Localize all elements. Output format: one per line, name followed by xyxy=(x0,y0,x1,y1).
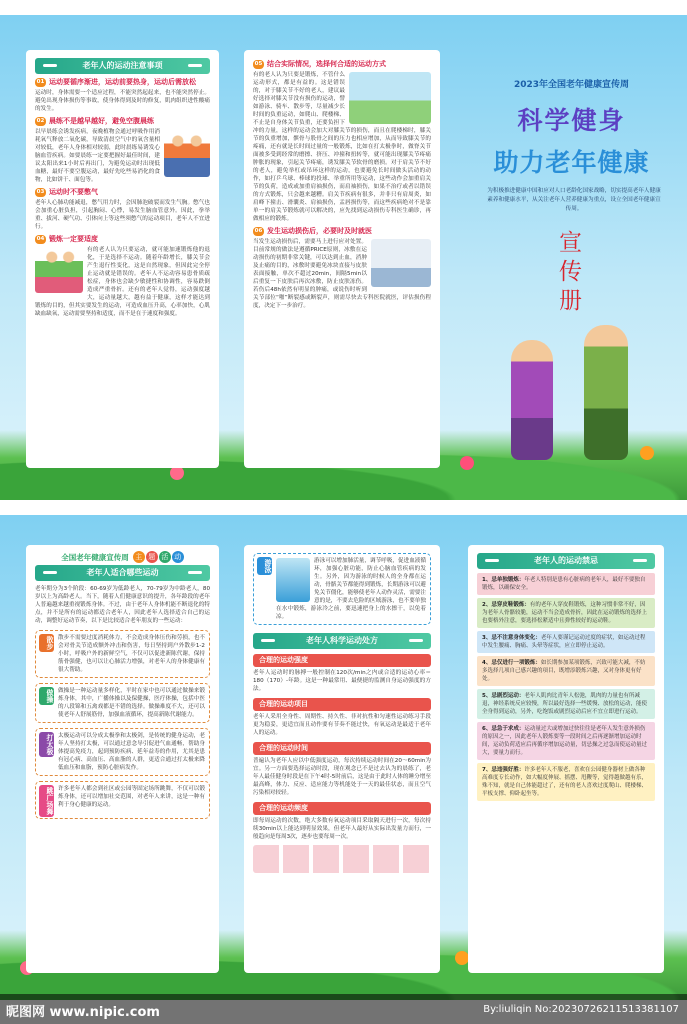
exercise-icons-strip xyxy=(253,845,431,873)
theme-badge-char: 动 xyxy=(172,551,184,563)
prescription-heading: 合理的运动时间 xyxy=(253,742,431,755)
taboo-item xyxy=(477,573,655,595)
prescription-body: 普遍认为老年人应以中低强度运动，每次持续运动时间在20～60min为宜。另一方面要选择运动时段，现在观念已不是过去认为的晨练了，老年人最佳健身时段是在下午4时-5时前后，这是由于此时人体的睡分增至最高峰，体力、反应、适应能力等机能处于一天的最佳状态，而且空气污染相对较轻。 xyxy=(253,758,431,796)
activity-body: 太极运动可以分成太极拳和太极剑，是传统的健身运动，老年人坚持打太极，可以通过意念导引促进气血通畅，帮助身体提高免疫力，起到预防疾病、延年益寿的作用，尤其是患有冠心病、高血压、高血脂的人群，更适合通过打太极来降低血压和血脂，预防心脏病发作。 xyxy=(58,733,205,771)
taboo-label: 3、忌不注意身体变化： xyxy=(482,635,541,641)
theme-badge-char: 活 xyxy=(159,551,171,563)
taboo-body: 许多老年人不服老，喜欢在公园健身器材上做各种高难度专长动作，如大幅度伸展、摇摆、甩鞭等，觉得越做越有乐，殊不知，就是自己体能超过了，还有的老人喜欢过度爬山、爬楼梯、平板支撑、仰卧起坐等。 xyxy=(482,767,648,797)
panel-title: 老年人的运动注意事项 xyxy=(35,58,210,74)
activity-swimming xyxy=(253,553,431,625)
activity-tag: 做操 xyxy=(39,687,54,705)
taboo-body: 运动量过大或增加过快往往是老年人发生意外损伤的原因之一，因此老年人锻炼要等一段时间之后再逐渐增加运动时间，运动负荷适应后再循序增加运动量，切忌操之过急而使运动量过大，要量力而行。 xyxy=(482,726,648,756)
section-heading xyxy=(253,227,431,236)
vertical-brochure-label: 宣传册 xyxy=(555,230,581,317)
panel-precautions xyxy=(26,50,219,468)
elderly-woman-running-illustration xyxy=(511,340,553,460)
section-heading xyxy=(35,78,210,87)
section-title: 结合实际情况，选择何合适的运动方式 xyxy=(267,60,386,68)
taboo-item xyxy=(477,656,655,686)
section-number: 06 xyxy=(254,228,263,234)
prescription-body: 老年人运动时的脉搏一般控制在120次/min之内或合适的运动心率＝180（170）-年龄。这是一种最常用、最便捷的监测自身运动强度的方法。 xyxy=(253,670,431,692)
brochure-front xyxy=(0,15,687,500)
section-body: 老年人心肺功能减退，憋气用力时，会因肺泡破裂而发生气胸。憋气也会加重心脏负担，引起胸闷、心悸，易发生脑血管意外。因此，拳举重、拔河、硬气功、引体向上等这些须憋气的运动项目，老年人不宜进行。 xyxy=(35,200,210,230)
event-title: 全国老年健康宣传周 xyxy=(61,552,129,562)
panel-title: 老年人的运动禁忌 xyxy=(477,553,655,569)
taboo-item xyxy=(477,598,655,628)
taboo-label: 5、忌剧烈运动： xyxy=(482,693,525,699)
section-body: 运动时，身体需要一个适应过程，不能突然起起来，也不能突然停止。避免出现身体损伤等事故，使身体得到及时的修复，肌肉组织进性酸痛的发生。 xyxy=(35,90,210,112)
activity-exercise xyxy=(35,683,210,723)
section-heading xyxy=(35,117,210,126)
section-number: 05 xyxy=(254,61,263,67)
panel-title: 老年人科学运动处方 xyxy=(253,633,431,649)
swimming-illustration xyxy=(276,558,310,602)
section-title: 发生运动损伤后，必要时及时就医 xyxy=(267,227,372,235)
panel-exercise-prescription xyxy=(244,545,440,973)
event-title: 2023年全国老年健康宣传周 xyxy=(513,80,630,90)
cover-title-line1: 科学健身 xyxy=(517,106,626,135)
activity-taichi xyxy=(35,728,210,776)
section-heading xyxy=(35,235,210,244)
elderly-couple-illustration xyxy=(35,247,83,293)
taboo-item xyxy=(477,689,655,719)
panel-title: 老年人适合哪些运动 xyxy=(35,565,210,581)
intro-text: 老年期分为3个阶段：60-69岁为低龄老人，70-79岁为中龄老人，80岁以上为高龄老人。当下，随着人们健康意识的提升，各年龄段的老年人普遍越来越重视锻炼身体。不过，由于老年人身体机能不断退化的特点，并不是所有的运动都适合老年人，因此老年人选择适合自己的运动，调整好运动节奏，以下是比较适合老年朋友的一些运动： xyxy=(35,586,210,624)
cover-intro: 为积极推进健康中国和应对人口老龄化国家战略，切实提高老年人健康素养和健康水平，从关注老年人营养健康为重点，设立全国老年健康宣传周。 xyxy=(487,188,661,212)
activity-tag: 散步 xyxy=(39,634,54,652)
section-body: 有的老人认为只要是锻炼，不管什么运动形式，都是有益的。这是错误的，对于膝关节不好的老人，建议最好选择对膝关节没有损伤的运动，譬如游泳、骑车、散步等，尽量减少长时间的负重运动，如爬山、爬楼梯、不止是自身体关节负重，还要负担下冲的力量，这样的运动会加大对膝关节的损伤，而且在爬楼梯时，膝关节的负重增加，髌骨与股骨之间的压力也相应增加，从而导致膝关节的疼痛，还有就是长时间过量的一般锻炼，比如在打太极拳时，做脊关节面被多受到经常的磨擦、挤压、冲撞和扭转等，就可能出现膝关节疼痛肿胀的现象，引起关节疼痛，诱发膝关节软骨的磨损。对于肩关节不好的老人，避免举杠或吊环这样的运动，也要避免长时间做头活动的动作，如打乒乓球、棒球的投球、举重所用等运动，这些动作会加重肩关节的负荷，造成或加重肩袖损伤，而肩袖损伤，如果不治疗或者以错误的方式锻炼，只会越来越糟。肩关节疾病有很多，并非只有肩周炎，如肩峰下撞击、滑囊炎、肩袖损伤，盂唇损伤等，而这些疾病绝对不是靠单一的肩关节锻炼就可以解决的，应先找到运动损伤专科医生确诊，再做相应的锻炼。 xyxy=(253,72,431,222)
section-title: 锻炼一定要适度 xyxy=(49,235,98,243)
exercise-illustration xyxy=(164,129,210,177)
prescription-body: 即每周运动的次数，绝大多数有氧运动项目采取隔天进行一次，每次持续30min以上能达到明显效果，但老年人最好从实际出发量力而行，一般趋向是每周3次，逐步也要每周一次。 xyxy=(253,818,431,840)
theme-badge-char: 题 xyxy=(146,551,158,563)
watermark-left: 昵图网 www.nipic.com xyxy=(6,1005,160,1020)
watermark-right: By:liuliqin No:20230726211513381107 xyxy=(483,1004,679,1015)
activity-tag: 游泳 xyxy=(257,557,272,575)
activity-body: 做操是一种运动量多样化，平时在家中也可以通过做操来锻炼身体，其中，广播体操以及保健操，医疗体操，包括中医的八段锦和五禽戏都是不错的选择。做操难度不大，还可以使老年人舒展筋骨，加强血液循环，提高新陈代谢能力。 xyxy=(58,688,205,718)
elderly-man-running-illustration xyxy=(584,325,628,460)
panel-suitable-exercises xyxy=(26,545,219,973)
cover-panel xyxy=(456,15,687,500)
activity-tag: 打太极 xyxy=(39,732,54,757)
taboo-body: 有的老年人穿皮鞋锻炼，这种习惯非常不好，因为老年人骨骼较脆，运动不当会造成骨折，因此在运动锻炼的选择上也要格外注意，要选择松紧适中且弹性较好的运动鞋。 xyxy=(482,602,648,624)
taboo-label: 6、忌急于求成： xyxy=(482,726,525,732)
section-number: 01 xyxy=(36,79,45,85)
taboo-label: 2、忌穿皮鞋锻炼： xyxy=(482,602,530,608)
activity-body: 散步不需要过度消耗体力，不会造成身体压伤和劳损，也不会对骨关节造成额外冲击和伤害，每日坚持到户外散步1-2小时，呼吸户外的新鲜空气，不仅可以促进新陈代谢，保持筋骨强健，也可以让心肺活力增强，对老年人的身体健康有很大帮助。 xyxy=(58,635,205,673)
section-number: 04 xyxy=(36,236,45,242)
activity-body: 游泳可以增加肺活量，调节呼吸，促进血液循环，加强心脏功能，防止心脑血管疾病的发生。另外，因为游泳的时候人的全身都在运动，骨骼关节都能得到锻炼，长期游泳可以避免关节僵化，能够使老年人动作灵活，需要注意的是，不要去危险的区域游泳，也不要单独在水中锻炼，游泳冷之前，要迅速把身上的水擦干，以免着凉。 xyxy=(276,558,426,620)
brochure-back xyxy=(0,515,687,1000)
activity-body: 许多老年人都会到社区或公园等固定场所跳舞，不仅可以锻炼身体，还可以增加社交范围，对老年人来讲，这是一种有利于身心健康的运动。 xyxy=(58,786,205,808)
prescription-heading: 合理的运动强度 xyxy=(253,654,431,667)
event-row xyxy=(35,551,210,563)
prescription-heading: 合理的运动频度 xyxy=(253,802,431,815)
activity-square-dance xyxy=(35,781,210,819)
section-title: 运动时不要憋气 xyxy=(49,188,98,196)
section-body: 有的老人认为只要运动，就可能加速锻炼他的退化，于是选择不运动。随着年龄增长，膝关节会产生退行性变化，这是自然现象，但因此完全停止运动就是错误的。老年人不运动容易患骨质疏松症，身体也会缺少敏捷性和协调性，容易跌倒造成严重骨折。还有的老年人觉得，运动强度越大，运动量越大，越有益于健康，这样才能达到锻炼的目的，但其实要发生的运动，可造成血压升高，心率加快，心肌缺血缺氧，运动需要坚持和适度，而不是在于速度和强度。 xyxy=(35,247,210,317)
panel-exercise-choice xyxy=(244,50,440,468)
prescription-body: 老年人采用全身性、周期性、持久性、非对抗性和匀速性运动练习手段更为稳妥，更适宜而且动作要有节奏不能过快，有氧运动是最适于老年人的运动。 xyxy=(253,714,431,736)
activity-tag: 跳广场舞 xyxy=(39,785,54,817)
section-body: 以早晨练会诱发疾病，夜晚植物会通过呼吸作用消耗氧气释放二氧化碳，导致清晨空气中的氧含量相对较低，老年人身体相对较弱，此时晨练易诱发心脑血管疾病。如要晨练一定要把握好最佳时间，建议太阳出来1小时后再出门，为避免运动时出现低血糖，最好不要空腹运动，最好先吃些易消化的食物，比如饼干、面包等。 xyxy=(35,129,160,183)
activity-walking xyxy=(35,630,210,678)
section-number: 03 xyxy=(36,189,45,195)
flower-decoration xyxy=(455,951,469,965)
taboo-item xyxy=(477,631,655,653)
taboo-body: 年老人特别是患有心脏病的老年人，最好不要独自锻炼，以确保安全。 xyxy=(482,577,646,591)
section-heading xyxy=(35,188,210,197)
panel-exercise-taboos xyxy=(468,545,664,973)
taboo-label: 1、忌单独锻炼： xyxy=(482,577,525,583)
section-heading xyxy=(253,60,431,69)
watermark-bar xyxy=(0,994,687,1024)
taboo-body: 老年人要谨记运动过度的症状，如运动过程中发生腰痛、胸痛、头晕等症状，应立即停止运动。 xyxy=(482,635,646,649)
cover-title-line2: 助力老年健康 xyxy=(493,148,650,177)
taboo-body: 老年人肌肉比青年人松弛，肌肉的力量也有所减退，神经系统反应较慢，所以最好选择一些缓慢、放松的运动，能使全身得到运动，另外，吃饱饭或剧烈运动后应不宜立即进行运动。 xyxy=(482,693,648,715)
section-title: 运动要循序渐进，运动前要热身，运动后需放松 xyxy=(49,78,196,86)
taboo-label: 7、忌违强好胜： xyxy=(482,767,525,773)
section-body: 当发生运动损伤后，需要马上进行应对处置。目前常规的做法是遵循PRICE原则，冰敷在运动损伤的初期非常关键，可以达到止血，消肿及止痛的目的，冰敷时要避免冰块直接与皮肤表面接触，单次不超过20min，间隔5min以后重复一下皮肤后再次冰敷，防止皮肤冻伤。若伤后48h依然有明显的肿痛，或说伤时听到关节部位“啪”断裂感或断裂声，则需尽快去专科医院就医，评估损伤程度，决定下一步治疗。 xyxy=(253,239,431,309)
group-exercise-illustration xyxy=(349,72,431,124)
prescription-heading: 合理的运动项目 xyxy=(253,698,431,711)
taboo-item xyxy=(477,722,655,760)
injury-illustration xyxy=(371,239,431,287)
theme-badge-char: 主 xyxy=(133,551,145,563)
taboo-label: 4、忌仅进行一项锻炼： xyxy=(482,660,541,666)
taboo-item xyxy=(477,763,655,801)
section-title: 晨练不是越早越好，避免空腹晨练 xyxy=(49,117,154,125)
section-number: 02 xyxy=(36,118,45,124)
taboo-body: 如长期参加某项锻炼，兴致可能大减，不妨多选择几项自己感兴趣的项目，既增添锻炼兴趣，又对身体更有好处。 xyxy=(482,660,646,682)
flower-decoration xyxy=(170,466,184,480)
